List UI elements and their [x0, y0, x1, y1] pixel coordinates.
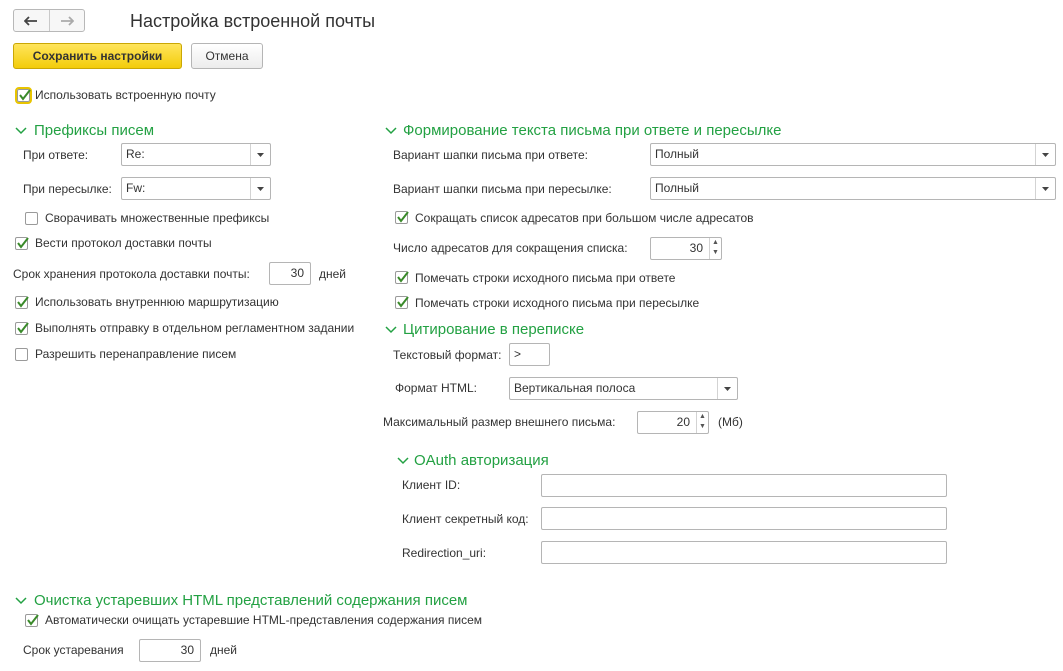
dropdown-arrow-icon[interactable]	[250, 178, 270, 199]
html-format-select[interactable]	[509, 377, 738, 400]
forward-header-select[interactable]	[650, 177, 1056, 200]
spinner-icon[interactable]: ▲ ▼	[696, 412, 708, 433]
age-input[interactable]: 30	[139, 639, 201, 662]
auto-clean-label: Автоматически очищать устаревшие HTML-представления содержания писем	[45, 613, 483, 627]
text-format-input[interactable]: >	[509, 343, 550, 366]
compose-section-title[interactable]: Формирование текста письма при ответе и пересылке	[403, 122, 782, 139]
chevron-down-icon[interactable]	[15, 127, 27, 135]
internal-routing-label: Использовать внутреннюю маршрутизацию	[35, 295, 279, 309]
client-secret-label: Клиент секретный код:	[402, 512, 529, 526]
dropdown-arrow-icon[interactable]	[717, 378, 737, 399]
collapse-prefixes-label: Сворачивать множественные префиксы	[45, 211, 270, 225]
page-title: Настройка встроенной почты	[130, 11, 376, 31]
reply-prefix-input[interactable]	[121, 143, 271, 166]
check-icon	[396, 295, 410, 309]
shorten-list-checkbox[interactable]	[395, 211, 408, 224]
check-icon	[396, 270, 410, 284]
client-id-input[interactable]	[541, 474, 947, 497]
reply-prefix-value: Re:	[126, 147, 145, 161]
auto-clean-checkbox[interactable]	[25, 614, 38, 627]
check-icon	[18, 88, 32, 102]
check-icon	[396, 210, 410, 224]
internal-routing-checkbox[interactable]	[15, 296, 28, 309]
collapse-prefixes-checkbox[interactable]	[25, 212, 38, 225]
forward-header-value: Полный	[655, 181, 699, 195]
chevron-down-icon[interactable]	[385, 127, 397, 135]
client-id-label: Клиент ID:	[402, 478, 461, 492]
mark-forward-label: Помечать строки исходного письма при пересылке	[415, 296, 700, 310]
reply-header-select[interactable]	[650, 143, 1056, 166]
back-icon[interactable]	[14, 10, 49, 31]
age-label: Срок устаревания	[23, 643, 124, 657]
mark-reply-checkbox[interactable]	[395, 271, 408, 284]
dropdown-arrow-icon[interactable]	[1035, 144, 1055, 165]
cancel-button[interactable]: Отмена	[191, 43, 263, 69]
chevron-down-icon[interactable]	[397, 457, 409, 465]
text-format-label: Текстовый формат:	[393, 348, 502, 362]
delivery-log-label: Вести протокол доставки почты	[35, 236, 212, 250]
forward-icon[interactable]	[50, 10, 85, 31]
client-secret-input[interactable]	[541, 507, 947, 530]
separate-task-checkbox[interactable]	[15, 322, 28, 335]
forward-prefix-value: Fw:	[126, 181, 146, 195]
max-size-input[interactable]	[637, 411, 709, 434]
max-size-unit: (Мб)	[718, 415, 743, 429]
cleanup-section-title[interactable]: Очистка устаревших HTML представлений содержания писем	[34, 592, 468, 609]
use-builtin-mail-label: Использовать встроенную почту	[35, 88, 216, 102]
spinner-icon[interactable]: ▲ ▼	[709, 238, 721, 259]
prefixes-section-title[interactable]: Префиксы писем	[34, 122, 155, 139]
allow-redirect-label: Разрешить перенаправление писем	[35, 347, 237, 361]
check-icon	[16, 236, 30, 250]
retention-input[interactable]: 30	[269, 262, 311, 285]
recipients-count-input[interactable]	[650, 237, 722, 260]
html-format-value: Вертикальная полоса	[514, 381, 636, 395]
age-unit: дней	[210, 643, 238, 657]
reply-header-label: Вариант шапки письма при ответе:	[393, 148, 588, 162]
use-builtin-mail-checkbox[interactable]	[17, 89, 30, 102]
nav-buttons	[13, 9, 85, 32]
oauth-section-title[interactable]: OAuth авторизация	[414, 452, 549, 469]
recipients-count-label: Число адресатов для сокращения списка:	[393, 241, 628, 255]
retention-unit: дней	[319, 267, 347, 281]
mark-reply-label: Помечать строки исходного письма при ответе	[415, 271, 676, 285]
chevron-down-icon[interactable]	[15, 597, 27, 605]
check-icon	[16, 295, 30, 309]
retention-label: Срок хранения протокола доставки почты:	[13, 267, 250, 281]
separate-task-label: Выполнять отправку в отдельном регламентном задании	[35, 321, 355, 335]
max-size-label: Максимальный размер внешнего письма:	[383, 415, 616, 429]
allow-redirect-checkbox[interactable]	[15, 348, 28, 361]
reply-prefix-label: При ответе:	[23, 148, 89, 162]
forward-header-label: Вариант шапки письма при пересылке:	[393, 182, 612, 196]
delivery-log-checkbox[interactable]	[15, 237, 28, 250]
max-size-value: 20	[676, 415, 690, 429]
check-icon	[16, 321, 30, 335]
mark-forward-checkbox[interactable]	[395, 296, 408, 309]
dropdown-arrow-icon[interactable]	[250, 144, 270, 165]
dropdown-arrow-icon[interactable]	[1035, 178, 1055, 199]
forward-prefix-input[interactable]	[121, 177, 271, 200]
save-button[interactable]: Сохранить настройки	[13, 43, 182, 69]
shorten-list-label: Сокращать список адресатов при большом числе адресатов	[415, 211, 754, 225]
chevron-down-icon[interactable]	[385, 326, 397, 334]
forward-prefix-label: При пересылке:	[23, 182, 112, 196]
check-icon	[26, 613, 40, 627]
quoting-section-title[interactable]: Цитирование в переписке	[403, 321, 585, 338]
html-format-label: Формат HTML:	[395, 381, 477, 395]
recipients-count-value: 30	[689, 241, 703, 255]
redirect-uri-label: Redirection_uri:	[402, 546, 487, 560]
redirect-uri-input[interactable]	[541, 541, 947, 564]
reply-header-value: Полный	[655, 147, 699, 161]
